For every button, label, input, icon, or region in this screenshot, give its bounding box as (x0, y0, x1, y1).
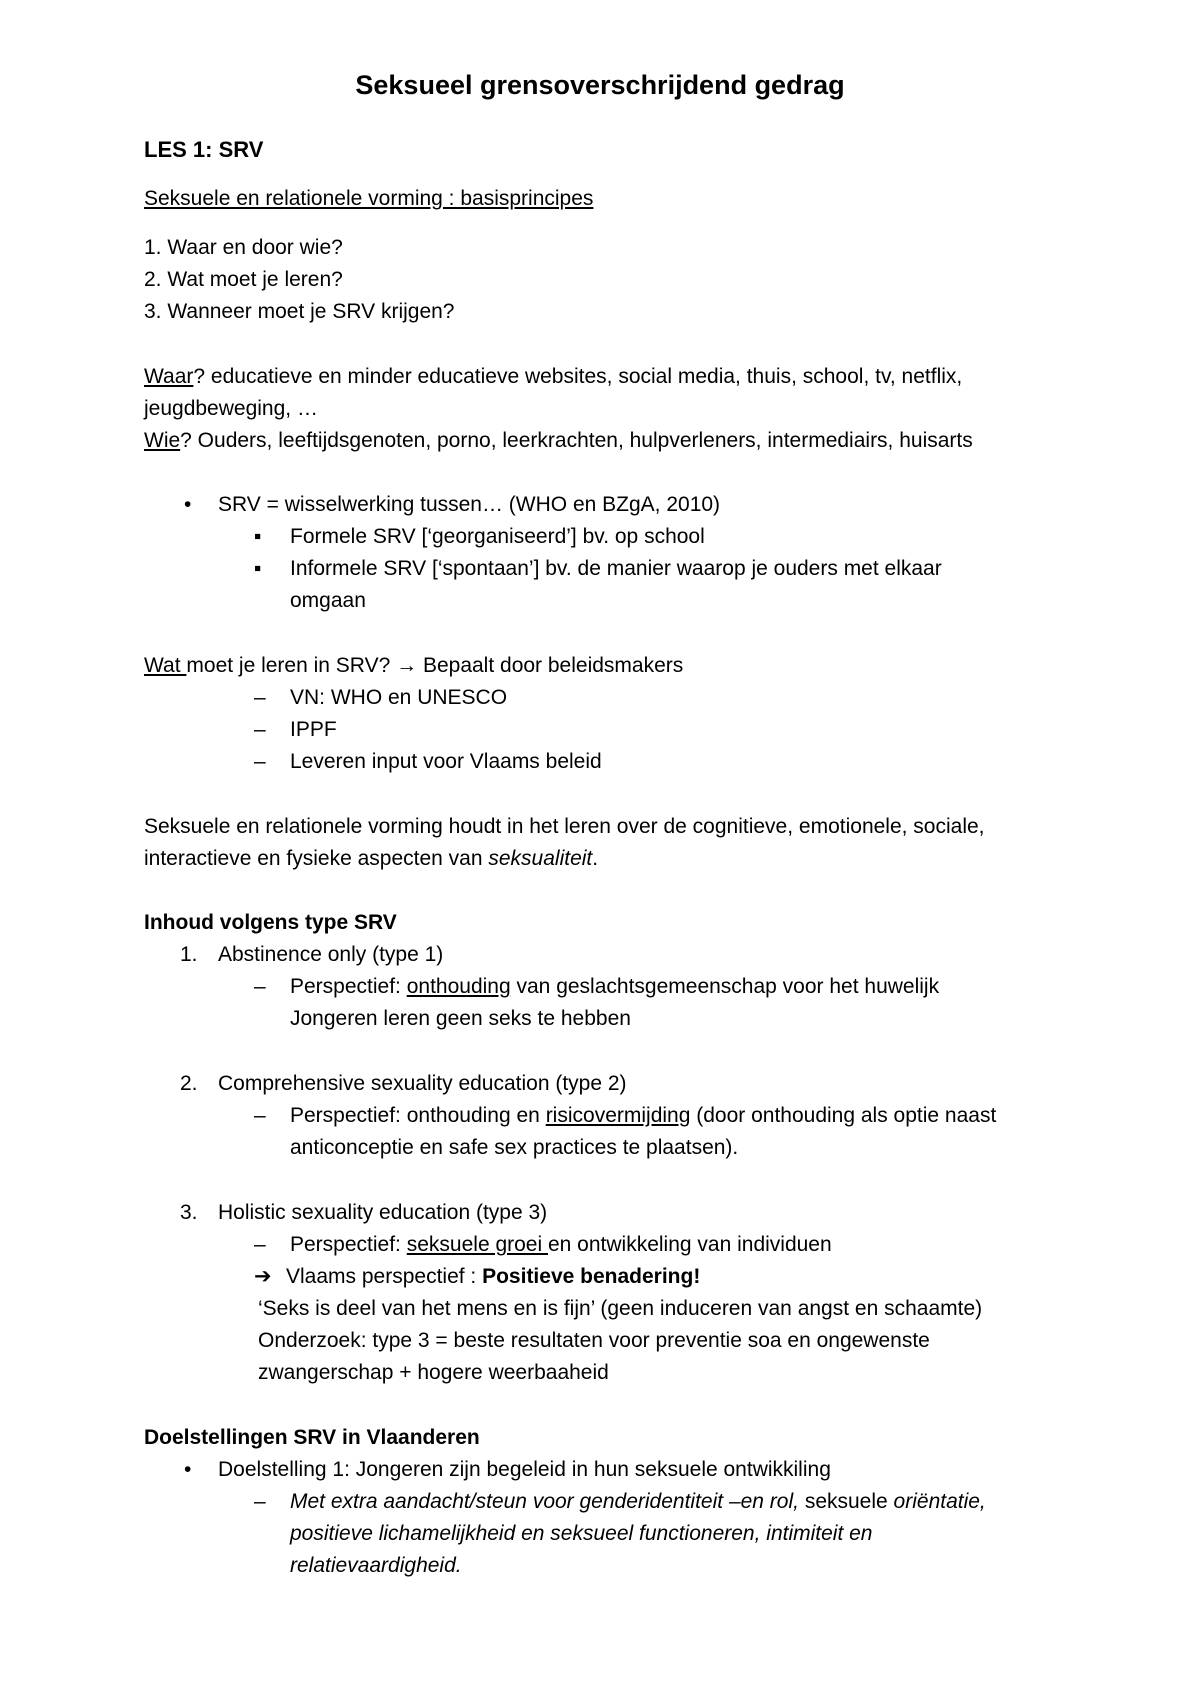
waar-text: ? educatieve en minder educatieve websites, social media, thuis, school, tv, netflix, (193, 365, 963, 388)
definition-period: . (592, 847, 599, 870)
waar-paragraph (144, 364, 962, 390)
perspectief-label: Perspectief: (290, 1233, 407, 1256)
square-bullet-icon: ▪ (254, 525, 262, 548)
type3-title: Holistic sexuality education (type 3) (218, 1201, 548, 1224)
doelstellingen-heading: Doelstellingen SRV in Vlaanderen (144, 1426, 480, 1449)
definition-italic: seksualiteit (488, 847, 593, 870)
informele-srv-line1: Informele SRV [‘spontaan’] bv. de manier waarop je ouders met elkaar (290, 557, 942, 580)
type2-perspectief (290, 1103, 996, 1129)
definition-line2 (144, 846, 598, 872)
wie-paragraph (144, 428, 973, 454)
bullet-icon: • (184, 1458, 192, 1481)
wat-item-1: VN: WHO en UNESCO (290, 686, 508, 709)
list-number: 1. (180, 943, 198, 966)
wat-item-2: IPPF (290, 718, 337, 741)
doelstelling-1-sub-line3: relatievaardigheid. (290, 1554, 462, 1577)
wat-paragraph (144, 653, 683, 679)
type3-onderzoek-line1: Onderzoek: type 3 = beste resultaten voor preventie soa en ongewenste (258, 1329, 930, 1352)
question-1: 1. Waar en door wie? (144, 236, 343, 259)
perspectief-label: Perspectief: onthouding en (290, 1104, 546, 1127)
formele-srv: Formele SRV [‘georganiseerd’] bv. op school (290, 525, 705, 548)
wat-text2: Bepaalt door beleidsmakers (417, 654, 684, 677)
perspectief-underlined: seksuele groei (406, 1233, 548, 1256)
definition-line1: Seksuele en relationele vorming houdt in het leren over de cognitieve, emotionele, sociale, (144, 815, 985, 838)
question-2: 2. Wat moet je leren? (144, 268, 343, 291)
perspectief-label: Perspectief: (290, 975, 407, 998)
perspectief-text: en ontwikkeling van individuen (547, 1233, 832, 1256)
doel-italic: Met extra aandacht/steun voor genderidentiteit –en rol, (290, 1490, 799, 1513)
dash-icon: – (254, 750, 266, 773)
arrow-right-icon: ➔ (254, 1265, 272, 1288)
doelstelling-1: Doelstelling 1: Jongeren zijn begeleid in hun seksuele ontwikkiling (218, 1458, 831, 1481)
waar-text-line2: jeugdbeweging, … (144, 397, 318, 420)
dash-icon: – (254, 686, 266, 709)
perspectief-text: van geslachtsgemeenschap voor het huwelijk (510, 975, 940, 998)
wat-item-3: Leveren input voor Vlaams beleid (290, 750, 602, 773)
srv-bullet-text: SRV = wisselwerking tussen… (WHO en BZgA, 2010) (218, 493, 721, 516)
dash-icon: – (254, 718, 266, 741)
type1-line2: Jongeren leren geen seks te hebben (290, 1007, 631, 1030)
list-number: 2. (180, 1072, 198, 1095)
type1-title: Abstinence only (type 1) (218, 943, 444, 966)
bullet-icon: • (184, 493, 192, 516)
vlaams-bold: Positieve benadering! (482, 1265, 701, 1288)
dash-icon: – (254, 1233, 266, 1256)
doel-text: seksuele (798, 1490, 894, 1513)
list-number: 3. (180, 1201, 198, 1224)
type1-perspectief (290, 974, 939, 1000)
waar-label: Waar (144, 365, 194, 388)
section-heading-basisprincipes: Seksuele en relationele vorming : basisprincipes (144, 187, 594, 210)
square-bullet-icon: ▪ (254, 557, 262, 580)
question-3: 3. Wanneer moet je SRV krijgen? (144, 300, 455, 323)
les-heading: LES 1: SRV (144, 137, 264, 162)
type3-quote: ‘Seks is deel van het mens en is fijn’ (geen induceren van angst en schaamte) (258, 1297, 983, 1320)
page-title: Seksueel grensoverschrijdend gedrag (355, 70, 845, 100)
wat-label: Wat (144, 654, 187, 677)
vlaams-label: Vlaams perspectief : (286, 1265, 483, 1288)
perspectief-underlined: risicovermijding (545, 1104, 691, 1127)
dash-icon: – (254, 1490, 266, 1513)
wie-text: ? Ouders, leeftijdsgenoten, porno, leerkrachten, hulpverleners, intermediairs, huisarts (180, 429, 973, 452)
inhoud-heading: Inhoud volgens type SRV (144, 911, 397, 934)
dash-icon: – (254, 975, 266, 998)
perspectief-underlined: onthouding (406, 975, 511, 998)
wie-label: Wie (144, 429, 181, 452)
type2-title: Comprehensive sexuality education (type 2) (218, 1072, 627, 1095)
vlaams-perspectief (286, 1264, 700, 1290)
type3-onderzoek-line2: zwangerschap + hogere weerbaaheid (258, 1361, 609, 1384)
informele-srv-line2: omgaan (290, 589, 366, 612)
doelstelling-1-sub-line2: positieve lichamelijkheid en seksueel functioneren, intimiteit en (290, 1522, 873, 1545)
perspectief-text: (door onthouding als optie naast (690, 1104, 997, 1127)
wat-text: moet je leren in SRV? (186, 654, 397, 677)
type2-line2: anticonceptie en safe sex practices te plaatsen). (290, 1136, 739, 1159)
doelstelling-1-sub-line1 (290, 1489, 986, 1515)
doel-italic: oriëntatie, (893, 1490, 986, 1513)
arrow-right-icon: → (396, 654, 418, 677)
type3-perspectief (290, 1232, 832, 1258)
dash-icon: – (254, 1104, 266, 1127)
definition-text: interactieve en fysieke aspecten van (144, 847, 489, 870)
